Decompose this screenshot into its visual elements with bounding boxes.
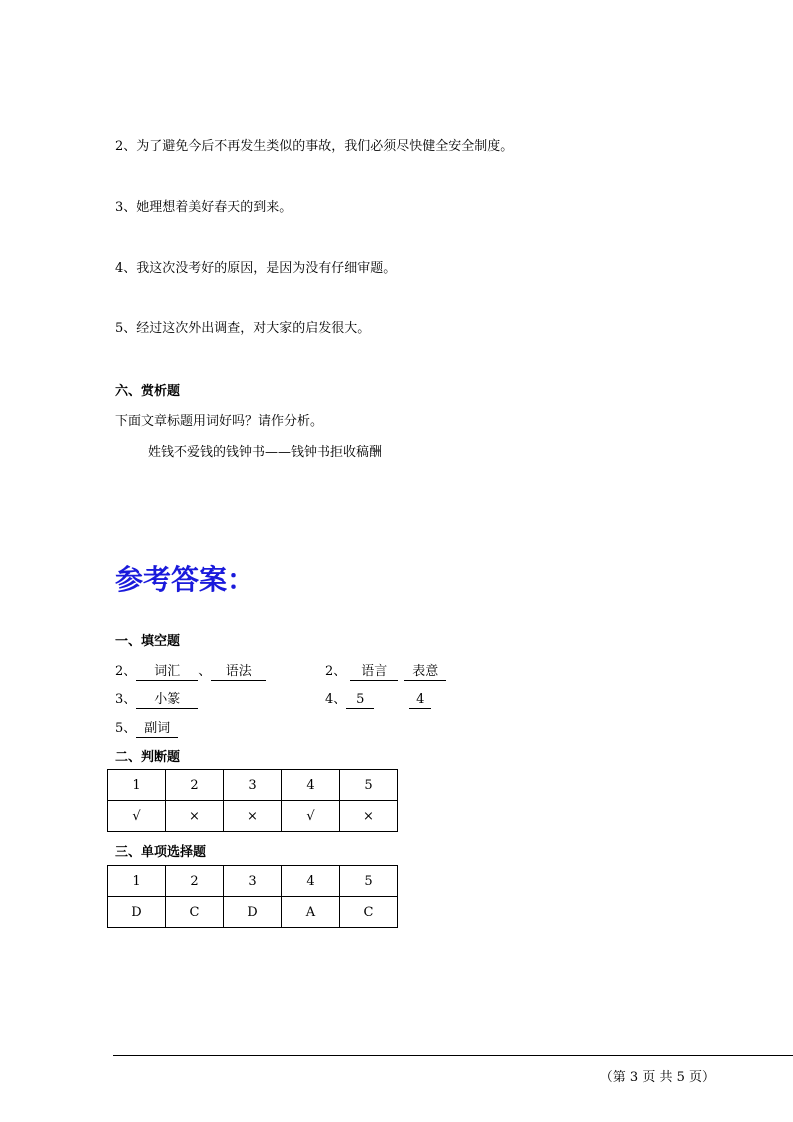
table-cell: D <box>224 897 282 928</box>
fill-num: 5、 <box>115 721 137 736</box>
table-cell: 1 <box>108 866 166 897</box>
fill-num: 2、 <box>325 664 347 679</box>
footer-divider <box>113 1055 793 1056</box>
fill-row2-right <box>325 688 431 709</box>
table-cell: √ <box>282 801 340 832</box>
table-row <box>108 897 398 928</box>
answer-blank: 语言 <box>350 664 398 681</box>
table-cell: 4 <box>282 770 340 801</box>
fill-separator: 、 <box>198 664 212 679</box>
choice-section-title: 三、单项选择题 <box>115 845 207 860</box>
answer-blank: 5 <box>346 692 374 709</box>
table-row <box>108 801 398 832</box>
question-4: 4、我这次没考好的原因，是因为没有仔细审题。 <box>115 261 397 276</box>
table-cell: × <box>224 801 282 832</box>
fill-num: 4、 <box>325 692 347 707</box>
question-5: 5、经过这次外出调查，对大家的启发很大。 <box>115 321 371 336</box>
table-cell: × <box>340 801 398 832</box>
page-number: （第 3 页 共 5 页） <box>599 1070 715 1085</box>
answer-blank: 副词 <box>136 721 178 738</box>
table-cell: 2 <box>166 770 224 801</box>
answers-title: 参考答案： <box>115 563 256 596</box>
answer-blank: 小篆 <box>136 692 198 709</box>
table-cell: √ <box>108 801 166 832</box>
table-cell: 2 <box>166 866 224 897</box>
answer-blank: 词汇 <box>136 664 198 681</box>
table-cell: 5 <box>340 866 398 897</box>
judge-section-title: 二、判断题 <box>115 750 181 765</box>
table-header-row <box>108 866 398 897</box>
answer-blank: 表意 <box>404 664 446 681</box>
table-cell: 1 <box>108 770 166 801</box>
table-cell: 4 <box>282 866 340 897</box>
table-cell: A <box>282 897 340 928</box>
table-cell: × <box>166 801 224 832</box>
fill-row1-right <box>325 660 446 681</box>
table-cell: D <box>108 897 166 928</box>
question-3: 3、她理想着美好春天的到来。 <box>115 200 293 215</box>
fill-num: 3、 <box>115 692 137 707</box>
section-6-prompt: 下面文章标题用词好吗？请作分析。 <box>115 414 324 429</box>
fill-num: 2、 <box>115 664 137 679</box>
fill-row2-left <box>115 688 198 709</box>
table-cell: 3 <box>224 770 282 801</box>
question-2: 2、为了避免今后不再发生类似的事故，我们必须尽快健全安全制度。 <box>115 139 514 154</box>
section-6-title: 六、赏析题 <box>115 384 181 399</box>
fill-row3 <box>115 717 178 738</box>
judge-table <box>107 769 398 832</box>
table-cell: 3 <box>224 866 282 897</box>
table-header-row <box>108 770 398 801</box>
answer-blank: 语法 <box>211 664 266 681</box>
section-6-headline: 姓钱不爱钱的钱钟书——钱钟书拒收稿酬 <box>148 445 383 460</box>
fill-section-title: 一、填空题 <box>115 634 181 649</box>
table-cell: 5 <box>340 770 398 801</box>
choice-table <box>107 865 398 928</box>
table-cell: C <box>340 897 398 928</box>
fill-row1-left <box>115 660 266 681</box>
table-cell: C <box>166 897 224 928</box>
answer-blank: 4 <box>409 692 431 709</box>
